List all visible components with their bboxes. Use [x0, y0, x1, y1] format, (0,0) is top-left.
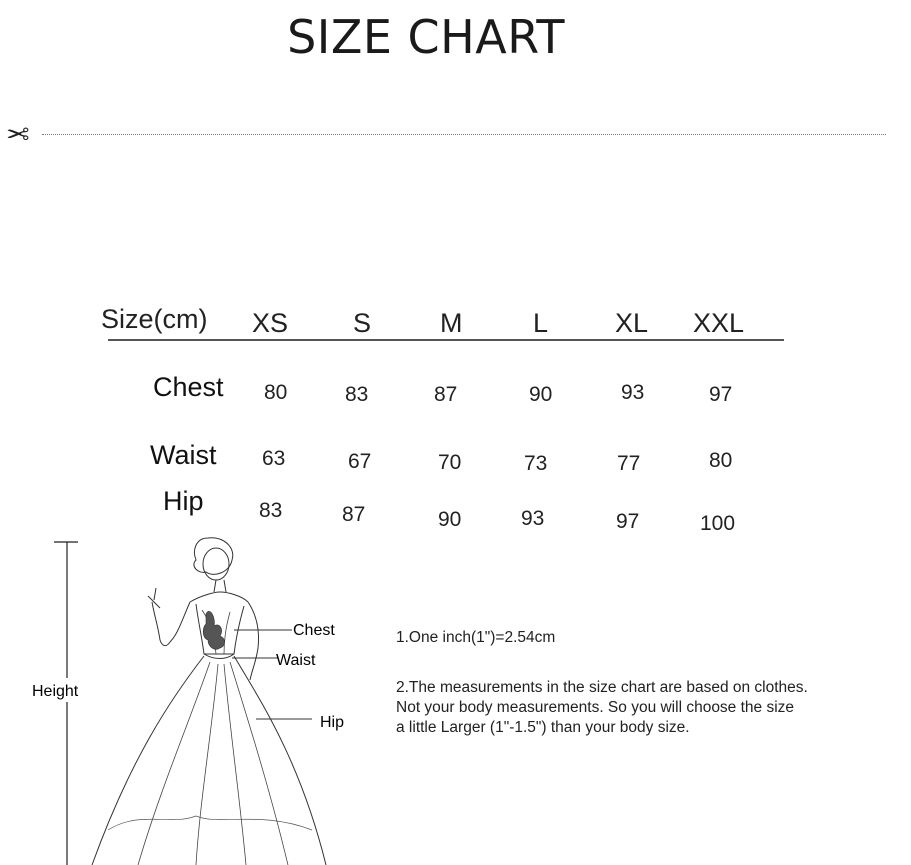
scissors-icon: ✂	[6, 119, 30, 150]
chest-value-m: 87	[434, 383, 458, 406]
chest-value-l: 90	[529, 383, 553, 406]
size-header-xxl: XXL	[693, 308, 745, 338]
size-header-xl: XL	[615, 308, 649, 338]
waist-value-m: 70	[438, 451, 462, 474]
hip-label: Hip	[320, 714, 345, 731]
size-header-l: L	[533, 308, 549, 338]
waist-value-xxl: 80	[709, 449, 733, 472]
size-header-label: Size(cm)	[101, 304, 208, 334]
row-label-hip: Hip	[163, 486, 204, 516]
height-label: Height	[32, 683, 79, 700]
size-notes	[396, 628, 911, 738]
waist-value-xs: 63	[262, 447, 286, 470]
note-inch-conversion: 1.One inch(1")=2.54cm	[396, 629, 556, 646]
hip-value-xs: 83	[259, 499, 283, 522]
hip-value-xxl: 100	[700, 512, 736, 535]
row-label-waist: Waist	[150, 440, 217, 470]
size-header-m: M	[440, 308, 463, 338]
chest-value-xxl: 97	[709, 383, 733, 406]
chest-value-s: 83	[345, 383, 369, 406]
note-measurement-advice: 2.The measurements in the size chart are based on clothes. Not your body measurements. So you will choose the size a little Larger (1"-1.5") than your body size.	[396, 679, 808, 736]
chest-label: Chest	[293, 622, 335, 639]
waist-value-s: 67	[348, 450, 372, 473]
header-divider	[108, 339, 784, 341]
hip-value-l: 93	[521, 507, 545, 530]
chest-value-xl: 93	[621, 381, 645, 404]
waist-value-xl: 77	[617, 452, 641, 475]
hip-value-m: 90	[438, 508, 462, 531]
page-title: SIZE CHART	[287, 10, 565, 64]
hip-value-s: 87	[342, 503, 366, 526]
waist-label: Waist	[276, 652, 316, 669]
dress-figure	[20, 530, 370, 865]
dress-illustration	[20, 530, 370, 865]
waist-value-l: 73	[524, 452, 548, 475]
size-header-xs: XS	[252, 308, 289, 338]
row-label-chest: Chest	[153, 372, 224, 402]
hip-value-xl: 97	[616, 510, 640, 533]
chest-value-xs: 80	[264, 381, 288, 404]
size-header-s: S	[353, 308, 372, 338]
